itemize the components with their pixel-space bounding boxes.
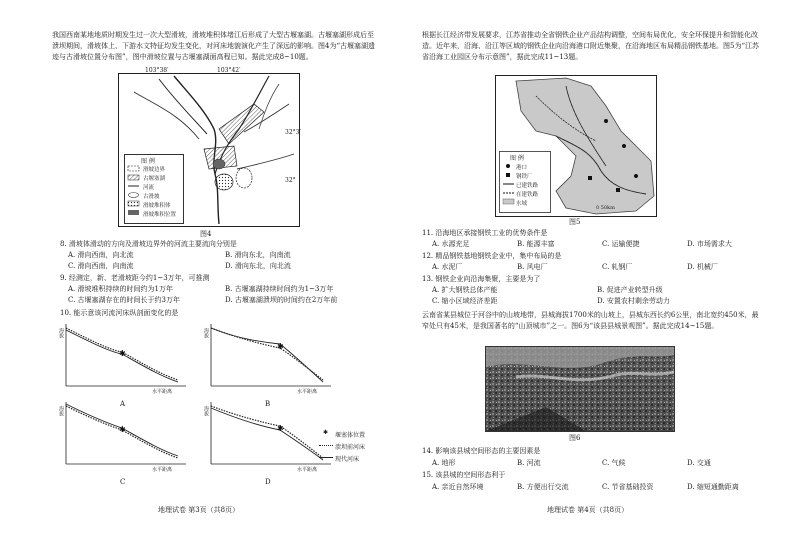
q15-option-d[interactable]: D. 缩短通勤距离 [687, 483, 739, 491]
question-13-stem: 13. 钢铁企业向沿海集聚，主要是为了 [422, 275, 541, 283]
legend-item: 古堰塞湖 [143, 176, 166, 182]
solid-line-icon [319, 457, 333, 458]
q8-option-c[interactable]: C. 滑向西南，向南流 [68, 262, 134, 270]
q9-option-c[interactable]: C. 古堰塞湖存在的时间长于约3万年 [68, 296, 181, 304]
question-15-stem: 15. 该县城的空间形态利于 [422, 471, 506, 479]
q13-option-c[interactable]: C. 缩小区域经济差距 [432, 297, 498, 305]
question-11-stem: 11. 沿海地区承接钢铁工业的优势条件是 [422, 229, 548, 237]
q14-option-a[interactable]: A. 地形 [432, 459, 456, 467]
legend-title: 图 例 [510, 155, 524, 162]
pre-collapse-profile [211, 328, 323, 380]
q9-option-d[interactable]: D. 古堰塞湖溃坝的时间约在2万年前 [225, 296, 338, 304]
legend-title: 图 例 [141, 158, 155, 165]
option-label[interactable]: A [120, 400, 126, 408]
x-axis-label: 水平距离 [297, 389, 318, 395]
latitude-label-1: 32°3′ [285, 129, 301, 136]
y-axis-label: 海拔 [58, 406, 64, 416]
q12-option-d[interactable]: D. 机械厂 [687, 263, 718, 271]
q14-option-c[interactable]: C. 气候 [602, 459, 626, 467]
y-axis-label: 海拔 [203, 328, 209, 338]
profile-chart [203, 322, 335, 408]
option-label[interactable]: C [120, 478, 126, 486]
county-landscape-image [486, 347, 674, 431]
map5-legend [499, 151, 551, 213]
legend-item: 滑坡边界 [143, 167, 166, 173]
longitude-label-2: 103°42′ [217, 67, 241, 74]
figure-6-caption: 图6 [569, 434, 581, 442]
legend5-symbols [502, 163, 515, 209]
legend-item: 港口 [516, 165, 528, 171]
legend-item: 滑坡堆积位置 [143, 212, 177, 218]
legend-item: 古滑坡 [143, 194, 160, 200]
q11-option-b[interactable]: B. 能源丰富 [517, 240, 555, 248]
x-axis-label: 水平距离 [297, 467, 318, 473]
profile-chart [203, 400, 335, 486]
q9-option-a[interactable]: A. 滑坡堆积持续的时间约为1万年 [68, 285, 173, 293]
legend-landslide-position: 堰塞体位置 [335, 432, 366, 439]
landslide-star: ✱ [277, 424, 284, 433]
q11-option-d[interactable]: D. 市场需求大 [687, 240, 732, 248]
q14-option-b[interactable]: B. 河流 [517, 459, 541, 467]
legend-item: 在建铁路 [516, 192, 539, 198]
q8-option-b[interactable]: B. 滑向东北，向南流 [225, 251, 291, 259]
q11-option-a[interactable]: A. 水源充足 [432, 240, 470, 248]
x-axis-label: 水平距离 [152, 389, 173, 395]
q8-option-d[interactable]: D. 滑向东北，向北流 [225, 262, 291, 270]
q15-option-b[interactable]: B. 方便出行交流 [517, 483, 569, 491]
q8-option-a[interactable]: A. 滑向西南，向北流 [68, 251, 134, 259]
q15-option-a[interactable]: A. 亲近自然环境 [432, 483, 484, 491]
q13-option-d[interactable]: D. 安置农村剩余劳动力 [597, 297, 670, 305]
figure-6-photo [485, 346, 675, 432]
x-axis-label: 水平距离 [152, 467, 173, 473]
legend-pre-collapse-bed: 溃坝前河床 [335, 444, 366, 451]
landslide-star: ✱ [119, 425, 126, 434]
profile-chart [58, 322, 190, 408]
question-8-stem: 8. 滑坡体滑动的方向及滑坡边界外的河流主要流向分别是 [60, 240, 237, 248]
profile-chart [58, 400, 190, 486]
option-label[interactable]: D [265, 478, 271, 486]
question-14-stem: 14. 影响该县城空间形态的主要因素是 [422, 447, 541, 455]
q14-option-d[interactable]: D. 交通 [687, 459, 711, 467]
question-9-stem: 9. 经测定，新、老滑坡距今约1~3万年，可推测 [60, 274, 210, 282]
legend-item: 河流 [143, 185, 155, 191]
profile-plot [60, 400, 190, 466]
map5-scale: 0 50km [596, 205, 615, 211]
legend-item: 已建铁路 [516, 183, 539, 189]
longitude-label-1: 103°38′ [145, 67, 169, 74]
legend-item: 滑坡堆积体 [143, 203, 171, 209]
figure-4-map [118, 67, 301, 227]
page-right [397, 0, 794, 547]
legend-item: 钢铁厂 [516, 174, 533, 180]
y-axis-label: 海拔 [203, 406, 209, 416]
figure-4-caption: 图4 [200, 230, 212, 238]
legend-modern-bed: 现代河床 [335, 456, 360, 463]
question-10-stem: 10. 能示意该河流河床纵剖面变化的是 [60, 309, 179, 317]
modern-profile [211, 328, 323, 382]
landslide-star: ✱ [277, 342, 284, 351]
intro-text-11-13: 根据长江经济带发展要求，江苏省推动全省钢铁企业产品结构调整，空间布局优化，安全环保提升和智能化改造。近年来，沿海、沿江等区域的钢铁企业向沿海港口附近集聚，在沿海地区布局精品钢铁基地。图5为“江苏省沿海工业园区分布示意图”，据此完成11~13题。 [422, 31, 760, 61]
dotted-line-icon [319, 445, 333, 446]
q12-option-b[interactable]: B. 风电厂 [517, 263, 548, 271]
modern-profile [211, 408, 323, 460]
q12-option-a[interactable]: A. 水泥厂 [432, 263, 463, 271]
q11-option-c[interactable]: C. 运输便捷 [602, 240, 640, 248]
q9-option-b[interactable]: B. 古堰塞湖持续时间约为1~3万年 [225, 285, 334, 293]
q13-option-b[interactable]: B. 促进产业转型升级 [597, 286, 663, 294]
q12-option-c[interactable]: C. 轧钢厂 [602, 263, 633, 271]
footer-left: 地理试卷 第3页（共8页） [158, 506, 240, 514]
profile-plot [60, 322, 190, 388]
legend-item: 水域 [516, 201, 528, 207]
legend-symbols [127, 165, 141, 219]
question-12-stem: 12. 精品钢铁基地钢铁企业中，集中布局的是 [422, 252, 562, 260]
latitude-label-2: 32° [285, 177, 296, 184]
landslide-star: ✱ [119, 349, 126, 358]
profile-plot [205, 322, 335, 388]
map-legend [124, 154, 184, 224]
intro-text-14-15: 云南省某县城位于河谷中的山坡地带，县城海拔1700米的山坡上，县城东西长约6公里，南北宽约450米，最窄处只有45米，是我国著名的“山顶城市”之一。图6为“该县县城景观图”。据此完成14~15题。 [422, 311, 759, 330]
figure-5-map [495, 75, 657, 217]
q15-option-c[interactable]: C. 节省基础投资 [602, 483, 654, 491]
profile-plot [205, 400, 335, 466]
q13-option-a[interactable]: A. 扩大钢铁总体产能 [432, 286, 498, 294]
landslide-body [215, 174, 233, 190]
intro-text-8-10: 我国西南某地地质时期发生过一次大型滑坡，滑坡堆积体堵江后形成了大型古堰塞湖。古堰塞湖形成后至溃坝期间，滑坡体上、下游水文特征均发生变化，对河床地貌演化产生了深远的影响。图4为“古堰塞湖遗迹与古滑坡位置分布图”，图中滑坡位置与古堰塞湖面高程已知。据此完成8~10题。 [52, 31, 376, 61]
figure-5-caption: 图5 [569, 218, 581, 226]
star-icon: ✱ [323, 429, 329, 436]
footer-right: 地理试卷 第4页（共8页） [547, 506, 629, 514]
option-label[interactable]: B [265, 400, 271, 408]
pre-collapse-profile [211, 406, 323, 458]
y-axis-label: 海拔 [58, 328, 64, 338]
